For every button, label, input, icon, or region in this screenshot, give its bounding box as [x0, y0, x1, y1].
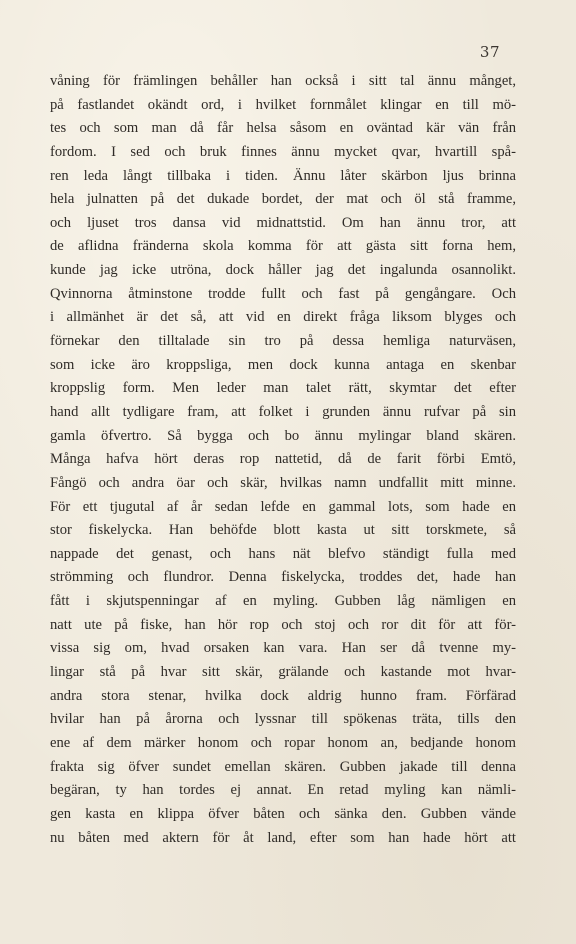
text-line: hela julnatten på det dukade bordet, der mat och öl stå framme,: [50, 191, 516, 208]
text-line: Fångö och andra öar och skär, hvilkas namn undfallit mitt minne.: [50, 474, 516, 491]
page-number: 37: [479, 43, 500, 61]
text-line: nappade det genast, och hans nät blefvo ständigt fulla med: [50, 545, 516, 562]
text-line: ene af dem märker honom och ropar honom an, bedjande honom: [50, 734, 516, 751]
text-line: andra stora stenar, hvilka dock aldrig hunno fram. Förfärad: [50, 687, 516, 704]
text-line: fordom. I sed och bruk finnes ännu mycket qvar, hvartill spå-: [50, 143, 516, 160]
text-line: hand allt tydligare fram, att folket i grunden ännu rufvar på sin: [50, 403, 516, 420]
text-line: Qvinnorna åtminstone trodde fullt och fast på gengångare. Och: [50, 285, 516, 302]
text-line: kunde jag icke utröna, dock håller jag det ingalunda osannolikt.: [50, 262, 516, 279]
text-line: lingar stå på hvar sitt skär, grälande och kastande mot hvar-: [50, 664, 516, 681]
text-line: begäran, ty han tordes ej annat. En retad myling kan nämli-: [50, 782, 516, 799]
text-line: gamla öfvertro. Så bygga och bo ännu mylingar bland skären.: [50, 427, 516, 444]
text-line: gen kasta en klippa öfver båten och sänka den. Gubben vände: [50, 805, 516, 822]
text-line: som icke äro kroppsliga, men dock kunna antaga en skenbar: [50, 356, 516, 373]
text-line: på fastlandet okändt ord, i hvilket fornmålet klingar en till mö-: [50, 96, 516, 113]
text-line: förnekar den tilltalade sin tro på dessa hemliga naturväsen,: [50, 333, 516, 350]
text-line: Många hafva hört deras rop nattetid, då de farit förbi Emtö,: [50, 451, 516, 468]
body-text: [50, 70, 516, 850]
text-line: i allmänhet är det så, att vid en direkt fråga liksom blyges och: [50, 309, 516, 326]
text-line: fått i skjutspenningar af en myling. Gubben låg nämligen en: [50, 593, 516, 610]
text-line: ren leda långt tillbaka i tiden. Ännu låter skärbon ljus brinna: [50, 167, 516, 184]
text-line: vissa sig om, hvad orsaken kan vara. Han ser då tvenne my-: [50, 640, 516, 657]
text-line: frakta sig öfver sundet emellan skären. Gubben jakade till denna: [50, 758, 516, 775]
text-line: de aflidna fränderna skola komma för att gästa sitt forna hem,: [50, 238, 516, 255]
text-line: För ett tjugutal af år sedan lefde en gammal lots, som hade en: [50, 498, 516, 515]
text-line: natt ute på fiske, han hör rop och stoj och ror dit för att för-: [50, 616, 516, 633]
text-line: och ljuset tros dansa vid midnattstid. Om han ännu tror, att: [50, 214, 516, 231]
text-line: nu båten med aktern för åt land, efter som han hade hört att: [50, 829, 516, 846]
text-line: tes och som man då får helsa såsom en oväntad kär vän från: [50, 120, 516, 137]
text-line: hvilar han på årorna och lyssnar till spökenas träta, tills den: [50, 711, 516, 728]
text-line: våning för främlingen behåller han också i sitt tal ännu månget,: [50, 73, 516, 89]
text-line: stor fiskelycka. Han behöfde blott kasta ut sitt torskmete, så: [50, 522, 516, 539]
text-line: strömming och flundror. Denna fiskelycka, troddes det, hade han: [50, 569, 516, 586]
text-line: kroppslig form. Men leder man talet rätt, skymtar det efter: [50, 380, 516, 397]
